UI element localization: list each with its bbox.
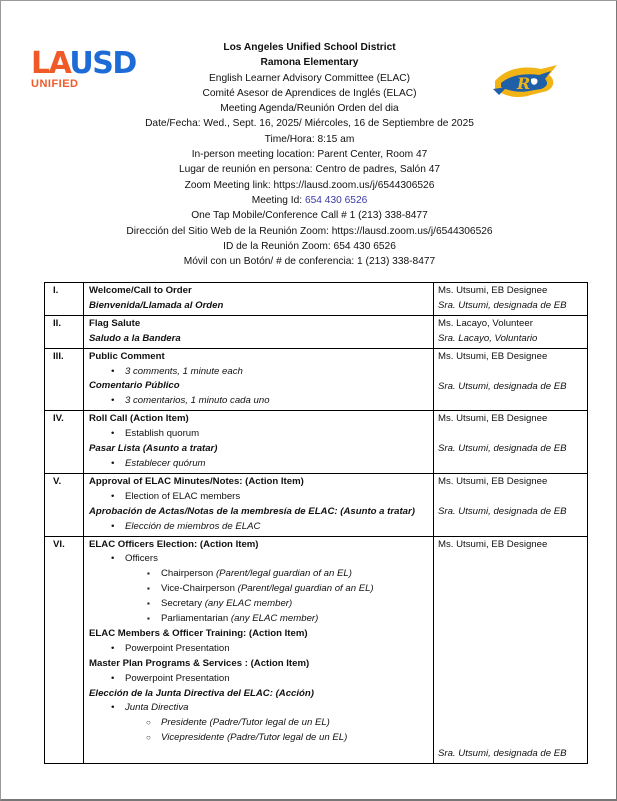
table-row	[45, 473, 588, 536]
item-presenter: Ms. Utsumi, EB Designee Sra. Utsumi, designada de EB	[434, 283, 588, 316]
table-row	[45, 348, 588, 411]
item-number: IV.	[45, 411, 84, 474]
item-presenter: Ms. Utsumi, EB Designee Sra. Utsumi, designada de EB	[434, 348, 588, 411]
item-number: I.	[45, 283, 84, 316]
item-presenter: Ms. Utsumi, EB Designee Sra. Utsumi, designada de EB	[434, 411, 588, 474]
meeting-id: 654 430 6526	[304, 194, 368, 206]
table-row	[45, 315, 588, 348]
location-es: Lugar de reunión en persona: Centro de padres, Salón 47	[178, 164, 441, 176]
item-content: Approval of ELAC Minutes/Notes: (Action Item) • Election of ELAC members Aprobación de Actas/Notas de la membresía de ELAC: (Asunto a tratar) • Elección de miembros de ELAC	[84, 473, 434, 536]
meeting-header	[101, 40, 518, 269]
table-row	[45, 536, 588, 764]
district-name: Los Angeles Unified School District	[223, 42, 396, 53]
agenda-title: Meeting Agenda/Reunión Orden del dia	[220, 103, 399, 115]
item-number: V.	[45, 473, 84, 536]
one-tap-es: Móvil con un Botón/ # de conferencia: 1 (213) 338-8477	[183, 256, 436, 268]
item-presenter: Ms. Utsumi, EB Designee Sra. Utsumi, designada de EB	[434, 473, 588, 536]
meeting-date: Date/Fecha: Wed., Sept. 16, 2025/ Miércoles, 16 de Septiembre de 2025	[145, 118, 474, 130]
lausd-logo: LAUSD UNIFIED	[31, 46, 136, 90]
item-number: III.	[45, 348, 84, 411]
agenda-table	[44, 282, 588, 764]
svg-text:R: R	[517, 74, 531, 93]
school-name: Ramona Elementary	[260, 57, 359, 69]
committee-en: English Learner Advisory Committee (ELAC)	[209, 72, 410, 84]
item-content: Public Comment • 3 comments, 1 minute each Comentario Público • 3 comentarios, 1 minuto cada uno	[84, 348, 434, 411]
one-tap-line: One Tap Mobile/Conference Call # 1 (213) 338-8477	[191, 210, 428, 222]
item-content: Welcome/Call to Order Bienvenida/Llamada al Orden	[84, 283, 434, 316]
table-row	[45, 411, 588, 474]
table-row	[45, 283, 588, 316]
meeting-id-line: Meeting Id: 654 430 6526	[251, 194, 368, 206]
location-en: In-person meeting location: Parent Center, Room 47	[191, 149, 428, 161]
zoom-link-en[interactable]: Zoom Meeting link: https://lausd.zoom.us/j/6544306526	[184, 179, 435, 191]
item-presenter: Ms. Lacayo, Volunteer Sra. Lacayo, Voluntario	[434, 315, 588, 348]
zoom-link-es[interactable]: Dirección del Sitio Web de la Reunión Zoom: https://lausd.zoom.us/j/6544306526	[126, 225, 493, 237]
item-content: Roll Call (Action Item) • Establish quorum Pasar Lista (Asunto a tratar) • Establecer quórum	[84, 411, 434, 474]
item-presenter: Ms. Utsumi, EB Designee Sra. Utsumi, designada de EB	[434, 536, 588, 764]
committee-es: Comité Asesor de Aprendices de Inglés (ELAC)	[202, 87, 417, 99]
item-number: VI.	[45, 536, 84, 764]
item-number: II.	[45, 315, 84, 348]
meeting-id-es: ID de la Reunión Zoom: 654 430 6526	[223, 240, 396, 252]
item-content: Flag Salute Saludo a la Bandera	[84, 315, 434, 348]
item-content: ELAC Officers Election: (Action Item) • Officers ▪ Chairperson (Parent/legal guardian of an EL) ▪ Vice-Chairperson (Parent/legal guardian of an EL) ▪ Secretary (any ELAC member) ▪ Parliamentarian (any ELAC member) ELAC Members & Officer Training: (Action Item) • Powerpoint Presentation Master Plan Programs & Services : (Action Item) • Powerpoint Presentation Elección de la Junta Directiva del ELAC: (Acción) • Junta Directiva ○ Presidente (Padre/Tutor legal de un EL) ○ Vicepresidente (Padre/Tutor legal de un EL)	[84, 536, 434, 764]
meeting-time: Time/Hora: 8:15 am	[264, 133, 355, 145]
